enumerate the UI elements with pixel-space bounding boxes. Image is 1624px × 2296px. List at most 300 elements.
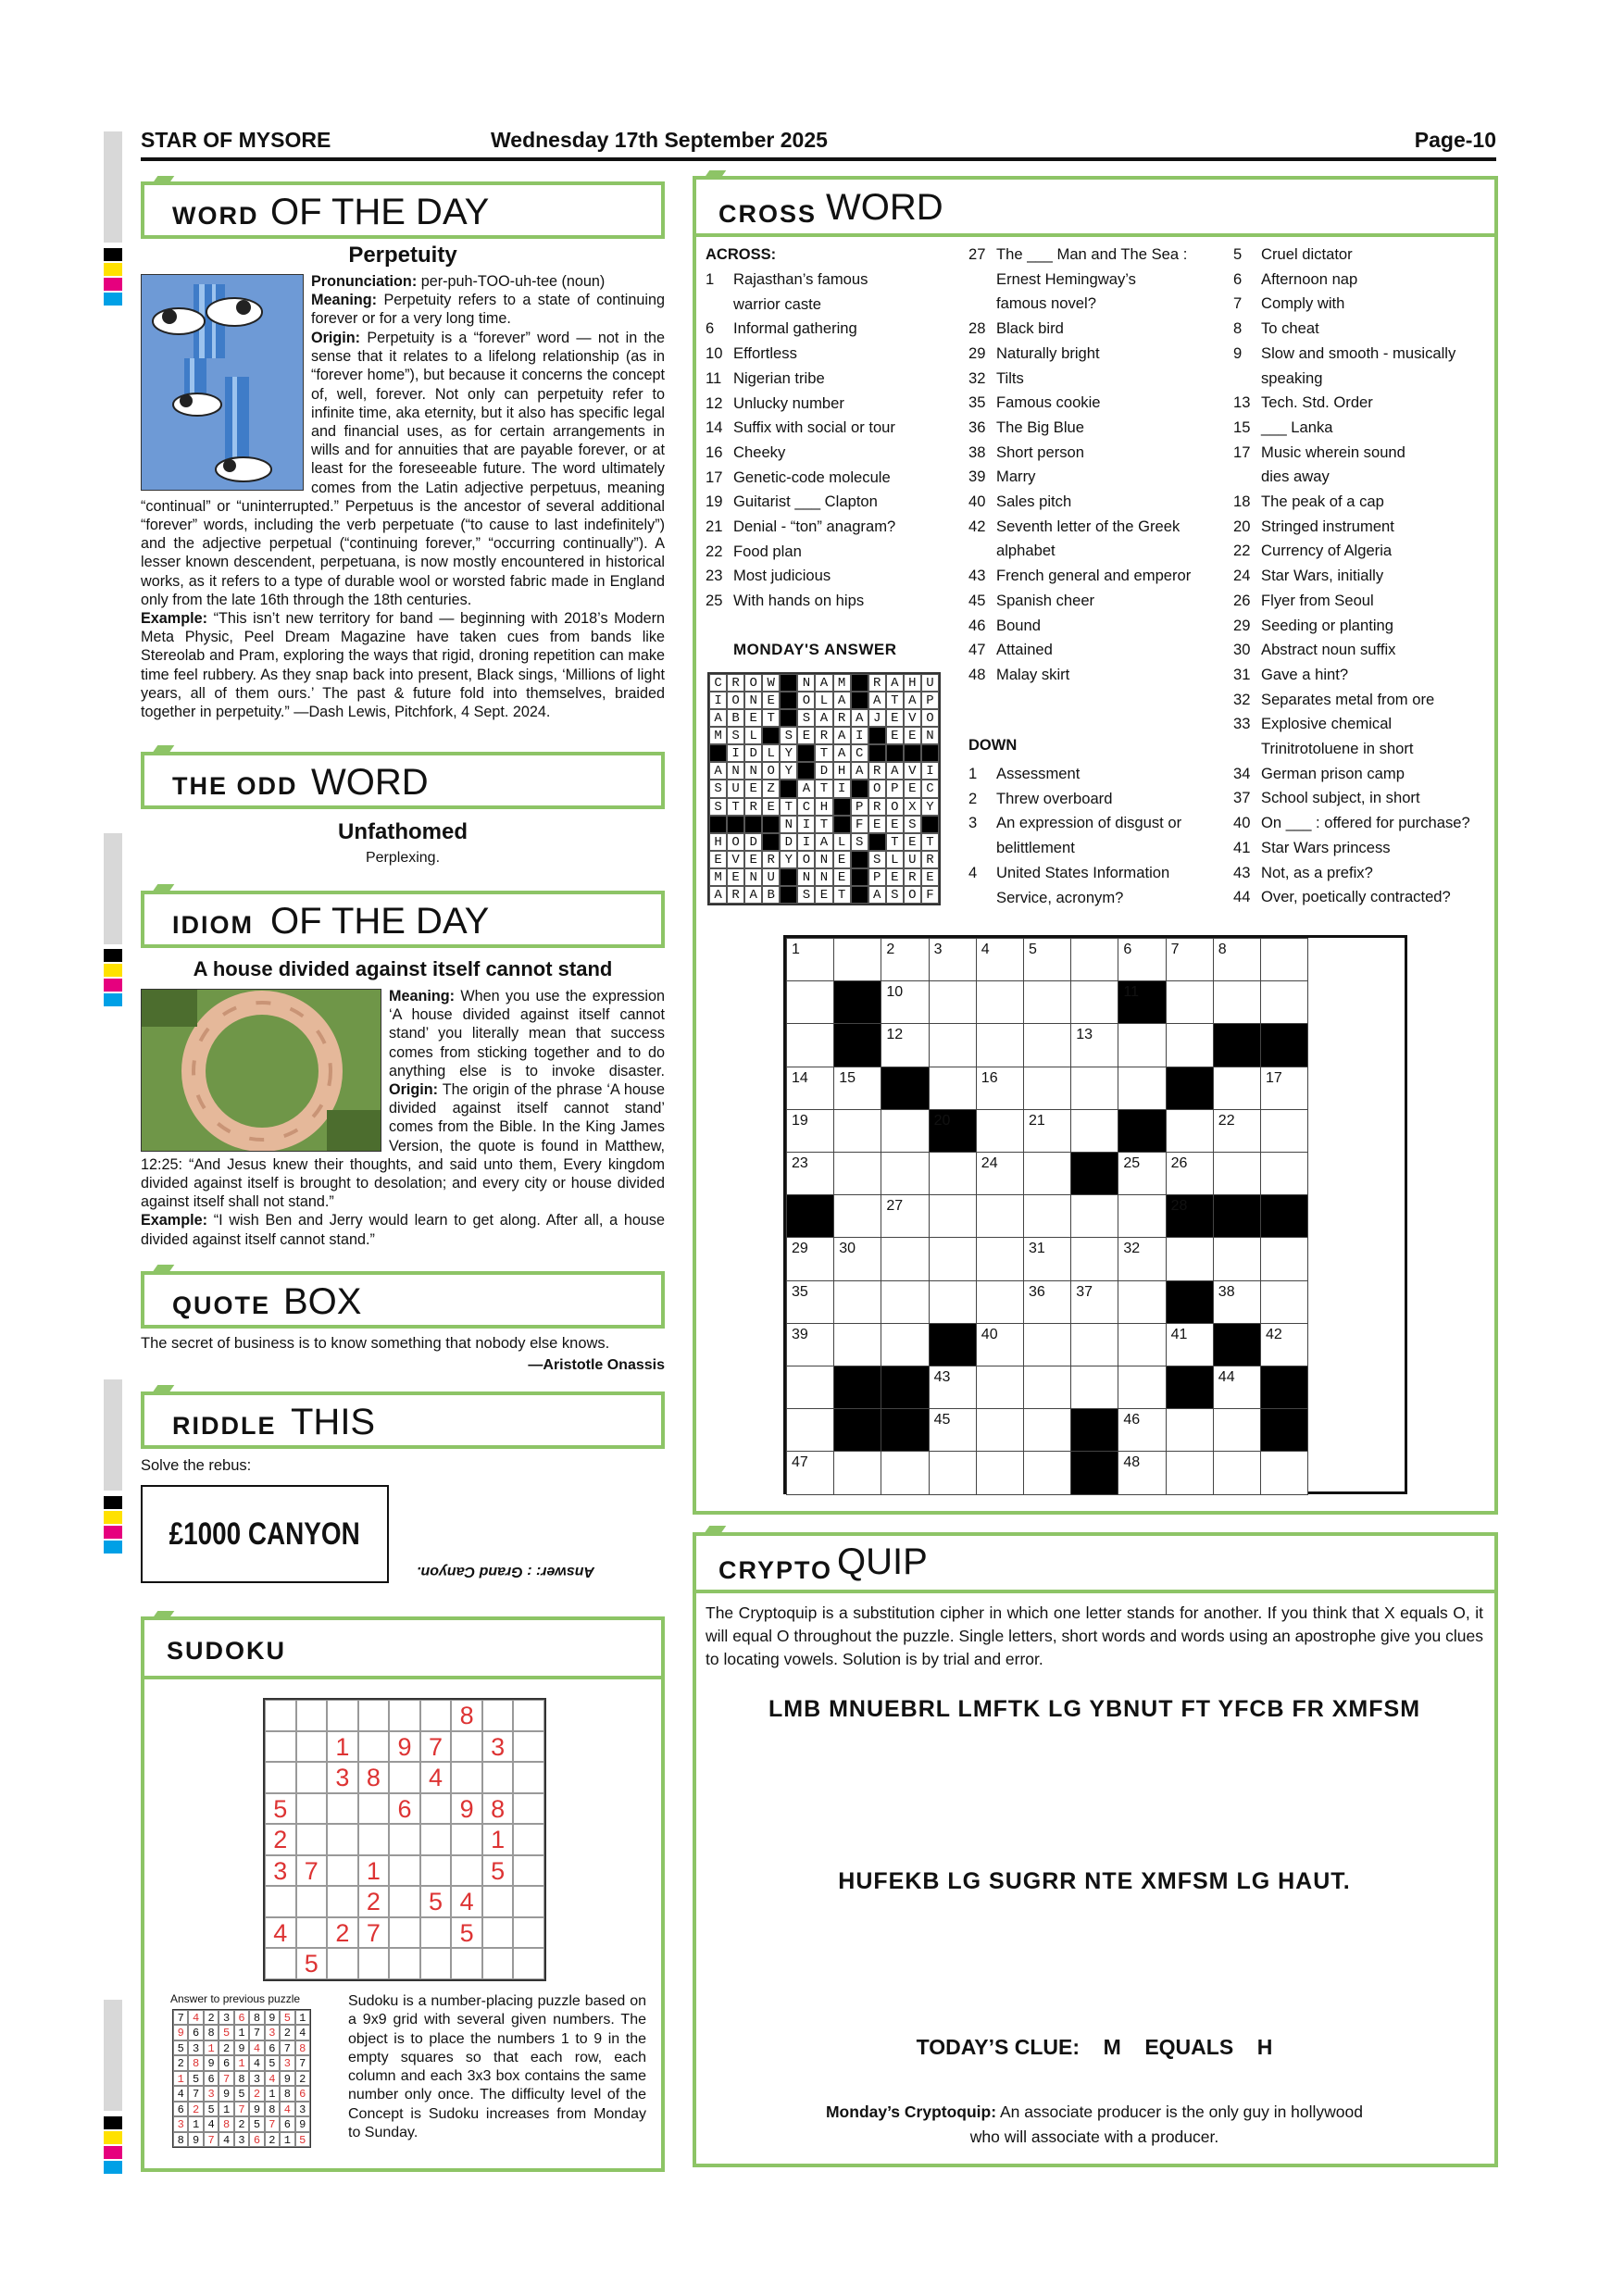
sudoku-cell[interactable]	[296, 1917, 328, 1949]
sudoku-cell[interactable]: 9	[389, 1731, 420, 1763]
clue-number: 13	[1233, 393, 1251, 412]
sudoku-cell[interactable]: 9	[451, 1793, 482, 1825]
black-square	[780, 886, 797, 904]
sudoku-cell[interactable]	[296, 1700, 328, 1731]
crossword-cell[interactable]	[1166, 1237, 1214, 1280]
sudoku-cell[interactable]	[327, 1886, 358, 1917]
sudoku-cell[interactable]	[482, 1917, 514, 1949]
crossword-cell[interactable]	[881, 1323, 929, 1366]
crossword-grid[interactable]	[783, 935, 1407, 1494]
crossword-cell[interactable]	[833, 1067, 881, 1110]
clue-text: Nigerian tribe	[733, 368, 825, 387]
paper-name: STAR OF MYSORE	[141, 128, 331, 152]
sudoku-cell[interactable]: 1	[358, 1855, 390, 1887]
sudoku-cell[interactable]: 4	[265, 1917, 296, 1949]
crossword-cell[interactable]	[786, 938, 834, 981]
crossword-cell[interactable]	[833, 1152, 881, 1195]
clue	[1233, 317, 1470, 342]
answer-letter: E	[886, 727, 904, 744]
crossword-cell[interactable]	[929, 1152, 977, 1195]
sudoku-cell[interactable]	[296, 1824, 328, 1855]
sudoku-cell[interactable]: 5	[482, 1855, 514, 1887]
answer-letter: E	[797, 727, 815, 744]
sudoku-cell[interactable]: 7	[358, 1917, 390, 1949]
crossword-cell[interactable]	[1260, 1067, 1308, 1110]
sudoku-answer-cell: 8	[204, 2025, 219, 2040]
crossword-cell[interactable]	[1070, 1194, 1118, 1238]
crossword-cell[interactable]	[1260, 938, 1308, 981]
mondays-answer-grid	[707, 672, 941, 905]
answer-letter: R	[833, 709, 851, 727]
crossword-cell[interactable]	[929, 980, 977, 1024]
clue	[968, 811, 1181, 836]
sudoku-cell[interactable]	[389, 1886, 420, 1917]
sudoku-answer-cell: 5	[219, 2025, 233, 2040]
crossword-cell[interactable]	[976, 1408, 1024, 1452]
sudoku-cell[interactable]	[513, 1917, 544, 1949]
crossword-cell[interactable]	[1118, 1280, 1166, 1324]
crossword-cell[interactable]	[786, 1408, 834, 1452]
clue	[1233, 490, 1470, 515]
clue-number: 35	[968, 393, 986, 412]
crossword-cell[interactable]	[1213, 1408, 1261, 1452]
crossword-cell[interactable]	[1118, 938, 1166, 981]
crossword-cell[interactable]	[1118, 1237, 1166, 1280]
sudoku-cell[interactable]: 3	[327, 1762, 358, 1793]
sudoku-cell[interactable]	[296, 1793, 328, 1825]
crossword-cell[interactable]	[1070, 1023, 1118, 1067]
sudoku-cell[interactable]	[296, 1886, 328, 1917]
sudoku-cell[interactable]: 1	[482, 1824, 514, 1855]
sudoku-cell[interactable]	[513, 1855, 544, 1887]
crossword-cell[interactable]	[1118, 1366, 1166, 1409]
sudoku-cell[interactable]	[327, 1793, 358, 1825]
sudoku-answer-cell: 3	[249, 2071, 264, 2086]
sudoku-cell[interactable]	[296, 1731, 328, 1763]
sudoku-cell[interactable]	[358, 1948, 390, 1979]
crossword-cell[interactable]	[881, 1451, 929, 1494]
answer-letter: T	[921, 833, 939, 851]
sudoku-cell[interactable]: 5	[451, 1917, 482, 1949]
sudoku-answer-cell: 7	[204, 2132, 219, 2147]
crossword-cell[interactable]	[833, 1194, 881, 1238]
clue-text: dies away	[1261, 468, 1330, 486]
clue	[706, 515, 895, 540]
crossword-cell[interactable]	[1070, 1067, 1118, 1110]
black-square	[868, 727, 886, 744]
sudoku-cell[interactable]	[513, 1824, 544, 1855]
answer-letter: A	[744, 886, 762, 904]
clue-number: 37	[1233, 789, 1251, 807]
clue-number: 43	[1233, 863, 1251, 881]
crossword-cell[interactable]	[1023, 1451, 1071, 1494]
meaning: Perpetuity refers to a state of continuing forever or for a very long time.	[311, 292, 665, 328]
sudoku-cell[interactable]	[327, 1855, 358, 1887]
sudoku-cell[interactable]	[265, 1731, 296, 1763]
crossword-cell[interactable]	[1023, 1194, 1071, 1238]
crossword-cell[interactable]	[1166, 938, 1214, 981]
crossword-cell[interactable]	[833, 1280, 881, 1324]
crossword-cell[interactable]	[976, 1067, 1024, 1110]
crossword-cell[interactable]	[881, 1237, 929, 1280]
sudoku-cell[interactable]	[389, 1917, 420, 1949]
crossword-cell[interactable]	[833, 938, 881, 981]
answer-letter: S	[709, 780, 727, 797]
crossword-cell[interactable]	[929, 1451, 977, 1494]
sudoku-answer-cell: 8	[219, 2116, 233, 2131]
quote-text: The secret of business is to know something that nobody else knows.	[141, 1335, 610, 1352]
crossword-cell[interactable]	[786, 1067, 834, 1110]
crossword-cell[interactable]	[1260, 1109, 1308, 1153]
black-square	[762, 816, 780, 833]
clue	[1233, 539, 1470, 564]
crossword-cell[interactable]	[1260, 1451, 1308, 1494]
crossword-cell[interactable]	[1213, 1366, 1261, 1409]
sudoku-cell[interactable]	[389, 1948, 420, 1979]
sudoku-cell[interactable]	[513, 1793, 544, 1825]
clue	[1233, 367, 1470, 392]
sudoku-cell[interactable]: 1	[327, 1731, 358, 1763]
sudoku-cell[interactable]	[327, 1700, 358, 1731]
crossword-cell[interactable]	[1023, 1323, 1071, 1366]
crossword-cell[interactable]	[929, 1237, 977, 1280]
clue	[968, 861, 1181, 886]
crossword-cell[interactable]	[929, 1280, 977, 1324]
answer-letter: Y	[780, 762, 797, 780]
sudoku-answer-cell: 4	[173, 2086, 188, 2101]
black-square	[727, 816, 744, 833]
sudoku-cell[interactable]: 5	[420, 1886, 452, 1917]
crossword-cell[interactable]	[976, 1152, 1024, 1195]
crossword-cell[interactable]	[1118, 1194, 1166, 1238]
sudoku-cell[interactable]	[358, 1793, 390, 1825]
crossword-cell[interactable]	[1118, 1451, 1166, 1494]
sudoku-cell[interactable]: 4	[451, 1886, 482, 1917]
clue-number: 1	[792, 942, 800, 957]
down-clues-col3	[1233, 243, 1470, 910]
sudoku-cell[interactable]: 8	[482, 1793, 514, 1825]
prev-answer-label: Answer to previous puzzle	[170, 1992, 301, 2005]
answer-letter: E	[744, 780, 762, 797]
crossword-cell[interactable]	[881, 1194, 929, 1238]
crossword-cell[interactable]	[929, 1408, 977, 1452]
sudoku-answer-cell: 2	[265, 2132, 280, 2147]
crossword-cell[interactable]	[1166, 980, 1214, 1024]
crossword-cell[interactable]	[1023, 938, 1071, 981]
section-title: THE ODD	[172, 772, 298, 800]
answer-letter: A	[815, 674, 832, 692]
crossword-cell[interactable]	[976, 1237, 1024, 1280]
sudoku-cell[interactable]	[265, 1700, 296, 1731]
black-square	[709, 744, 727, 762]
crossword-cell[interactable]	[833, 1237, 881, 1280]
crossword-cell[interactable]	[1023, 1067, 1071, 1110]
sudoku-cell[interactable]	[420, 1948, 452, 1979]
crossword-cell[interactable]	[1118, 1067, 1166, 1110]
crossword-cell[interactable]	[1070, 1237, 1118, 1280]
crossword-cell[interactable]	[1260, 980, 1308, 1024]
sudoku-cell[interactable]	[265, 1886, 296, 1917]
crossword-cell[interactable]	[1213, 1280, 1261, 1324]
crossword-cell[interactable]	[1166, 1451, 1214, 1494]
sudoku-cell[interactable]	[358, 1700, 390, 1731]
crossword-cell[interactable]	[881, 1023, 929, 1067]
crossword-cell[interactable]	[881, 1109, 929, 1153]
sudoku-cell[interactable]	[451, 1762, 482, 1793]
crossword-cell[interactable]	[786, 1237, 834, 1280]
sudoku-cell[interactable]	[389, 1762, 420, 1793]
crossword-cell[interactable]	[1070, 1280, 1118, 1324]
sudoku-cell[interactable]: 2	[265, 1824, 296, 1855]
answer-letter: B	[727, 709, 744, 727]
answer-letter: O	[868, 780, 886, 797]
sudoku-cell[interactable]	[265, 1948, 296, 1979]
crossword-cell[interactable]	[1118, 1408, 1166, 1452]
crossword-cell[interactable]	[1070, 1323, 1118, 1366]
crossword-cell[interactable]	[1213, 1067, 1261, 1110]
answer-letter: V	[904, 709, 921, 727]
crossword-cell[interactable]	[976, 1451, 1024, 1494]
answer-letter: J	[868, 709, 886, 727]
crossword-cell[interactable]	[786, 1366, 834, 1409]
answer-letter: D	[780, 833, 797, 851]
crossword-cell[interactable]	[1260, 1152, 1308, 1195]
crossword-cell[interactable]	[881, 938, 929, 981]
black-square	[851, 886, 868, 904]
sudoku-cell[interactable]: 3	[265, 1855, 296, 1887]
crossword-cell[interactable]	[976, 980, 1024, 1024]
section-title: CRYPTO	[718, 1556, 833, 1584]
sudoku-cell[interactable]: 2	[358, 1886, 390, 1917]
sudoku-cell[interactable]: 7	[420, 1731, 452, 1763]
crossword-cell[interactable]	[929, 1023, 977, 1067]
sudoku-cell[interactable]	[420, 1917, 452, 1949]
answer-letter: R	[744, 798, 762, 816]
black-square	[921, 816, 939, 833]
answer-letter: O	[921, 709, 939, 727]
crossword-cell[interactable]	[833, 1451, 881, 1494]
crossword-cell[interactable]	[1070, 980, 1118, 1024]
black-square	[921, 744, 939, 762]
reg-mark	[104, 1511, 122, 1524]
clue-text: Music wherein sound	[1261, 443, 1405, 461]
sudoku-answer-cell: 7	[249, 2025, 264, 2040]
sudoku-answer-cell: 5	[234, 2086, 249, 2101]
crossword-cell[interactable]	[1213, 1237, 1261, 1280]
sudoku-cell[interactable]	[451, 1824, 482, 1855]
crossword-cell[interactable]	[1166, 1323, 1214, 1366]
crossword-cell[interactable]	[929, 1067, 977, 1110]
sudoku-cell[interactable]	[389, 1855, 420, 1887]
sudoku-cell[interactable]	[513, 1948, 544, 1979]
crossword-cell[interactable]	[929, 1194, 977, 1238]
clue-number: 44	[1233, 888, 1251, 906]
answer-letter: E	[833, 851, 851, 868]
sudoku-cell[interactable]	[389, 1700, 420, 1731]
clue-number: 22	[1218, 1112, 1235, 1129]
crossword-cell[interactable]	[1023, 1023, 1071, 1067]
clue-text: Cruel dictator	[1261, 245, 1353, 263]
sudoku-cell[interactable]: 2	[327, 1917, 358, 1949]
sudoku-cell[interactable]	[513, 1731, 544, 1763]
clue-text: Tilts	[996, 368, 1024, 387]
crossword-cell[interactable]	[929, 938, 977, 981]
sudoku-cell[interactable]: 4	[420, 1762, 452, 1793]
sudoku-cell[interactable]	[451, 1855, 482, 1887]
clue-text: Most judicious	[733, 567, 831, 585]
crossword-cell[interactable]	[1260, 1280, 1308, 1324]
sudoku-cell[interactable]	[482, 1886, 514, 1917]
crossword-cell[interactable]	[1260, 1237, 1308, 1280]
crossword-cell[interactable]	[1070, 1109, 1118, 1153]
crossword-cell[interactable]	[786, 1280, 834, 1324]
sudoku-cell[interactable]	[451, 1948, 482, 1979]
label: Monday’s Cryptoquip:	[825, 2103, 997, 2121]
sudoku-cell[interactable]	[420, 1855, 452, 1887]
crossword-cell[interactable]	[976, 1109, 1024, 1153]
crossword-cell[interactable]	[786, 1451, 834, 1494]
sudoku-cell[interactable]	[451, 1731, 482, 1763]
crossword-cell[interactable]	[1213, 1152, 1261, 1195]
crossword-cell[interactable]	[1023, 1366, 1071, 1409]
margin-bar	[104, 1379, 122, 1491]
answer-letter: N	[815, 851, 832, 868]
clue-text: Threw overboard	[996, 789, 1113, 807]
crossword-cell[interactable]	[881, 980, 929, 1024]
clue-text: belittlement	[996, 839, 1075, 857]
sudoku-cell[interactable]	[358, 1824, 390, 1855]
sudoku-cell[interactable]: 8	[451, 1700, 482, 1731]
crossword-cell[interactable]	[881, 1152, 929, 1195]
clue-text: Naturally bright	[996, 343, 1100, 362]
sudoku-cell[interactable]: 7	[296, 1855, 328, 1887]
sudoku-cell[interactable]	[513, 1886, 544, 1917]
sudoku-answer-cell: 7	[234, 2102, 249, 2116]
crossword-cell[interactable]	[833, 1323, 881, 1366]
clue-number: 45	[968, 591, 986, 609]
sudoku-cell[interactable]: 6	[389, 1793, 420, 1825]
sudoku-cell[interactable]: 5	[296, 1948, 328, 1979]
crossword-cell[interactable]	[1023, 980, 1071, 1024]
clue-number: 5	[1029, 942, 1037, 957]
reg-mark	[104, 293, 122, 306]
sudoku-cell[interactable]	[358, 1731, 390, 1763]
crossword-cell[interactable]	[1213, 1109, 1261, 1153]
crossword-cell[interactable]	[1023, 1109, 1071, 1153]
black-square	[868, 744, 886, 762]
sudoku-grid[interactable]	[263, 1698, 546, 1981]
clue-text: School subject, in short	[1261, 789, 1420, 807]
sudoku-cell[interactable]	[420, 1700, 452, 1731]
crossword-cell[interactable]	[976, 938, 1024, 981]
crossword-cell[interactable]	[1118, 1023, 1166, 1067]
clue	[1233, 416, 1470, 441]
sudoku-cell[interactable]	[513, 1762, 544, 1793]
crossword-cell[interactable]	[929, 1366, 977, 1409]
clue-text: United States Information	[996, 863, 1170, 881]
crossword-cell[interactable]	[1118, 1323, 1166, 1366]
label: Meaning:	[389, 988, 456, 1004]
crossword-cell[interactable]	[1213, 938, 1261, 981]
clue	[968, 391, 1191, 416]
sudoku-cell[interactable]	[482, 1762, 514, 1793]
clue-number: 42	[1266, 1326, 1282, 1342]
sudoku-cell[interactable]	[482, 1948, 514, 1979]
clue	[706, 466, 895, 491]
sudoku-cell[interactable]	[482, 1700, 514, 1731]
clue-text: Attained	[996, 641, 1053, 659]
crossword-cell[interactable]	[1070, 1366, 1118, 1409]
clue-text: Suffix with social or tour	[733, 418, 895, 437]
clue	[1233, 737, 1470, 762]
crossword-cell[interactable]	[976, 1023, 1024, 1067]
sudoku-cell[interactable]: 8	[358, 1762, 390, 1793]
crossword-cell[interactable]	[833, 1109, 881, 1153]
sudoku-cell[interactable]: 3	[482, 1731, 514, 1763]
sudoku-cell[interactable]	[327, 1948, 358, 1979]
crossword-cell[interactable]	[1118, 1152, 1166, 1195]
crossword-cell[interactable]	[786, 1152, 834, 1195]
black-square	[833, 1408, 881, 1452]
clue-text: Stringed instrument	[1261, 517, 1394, 535]
crossword-cell[interactable]	[1023, 1408, 1071, 1452]
sudoku-cell[interactable]	[513, 1700, 544, 1731]
clue-number: 14	[792, 1069, 808, 1086]
section-title-2: WORD	[311, 762, 429, 803]
answer-letter: S	[709, 798, 727, 816]
crossword-cell[interactable]	[786, 1323, 834, 1366]
clue-text: The ___ Man and The Sea :	[996, 245, 1188, 263]
crossword-cell[interactable]	[976, 1280, 1024, 1324]
sudoku-cell[interactable]	[296, 1762, 328, 1793]
crossword-cell[interactable]	[976, 1323, 1024, 1366]
crossword-cell[interactable]	[1260, 1323, 1308, 1366]
crossword-cell[interactable]	[1070, 938, 1118, 981]
crossword-cell[interactable]	[1023, 1280, 1071, 1324]
clue	[1233, 762, 1470, 787]
crossword-cell[interactable]	[786, 1023, 834, 1067]
crossword-cell[interactable]	[1023, 1237, 1071, 1280]
crossword-cell[interactable]	[881, 1280, 929, 1324]
crossword-cell[interactable]	[1166, 1408, 1214, 1452]
cryptoquip-line-1: LMB MNUEBRL LMFTK LG YBNUT FT YFCB FR XMFSM	[768, 1696, 1421, 1722]
crossword-cell[interactable]	[1166, 1023, 1214, 1067]
sudoku-cell[interactable]	[420, 1824, 452, 1855]
answer-letter: P	[921, 692, 939, 709]
crossword-cell[interactable]	[976, 1194, 1024, 1238]
crossword-cell[interactable]	[1213, 1451, 1261, 1494]
sudoku-answer-cell: 6	[204, 2071, 219, 2086]
clue	[1233, 441, 1470, 466]
sudoku-cell[interactable]	[265, 1762, 296, 1793]
crossword-cell[interactable]	[976, 1366, 1024, 1409]
sudoku-cell[interactable]	[420, 1793, 452, 1825]
crossword-cell[interactable]	[1023, 1152, 1071, 1195]
crossword-cell[interactable]	[1166, 1152, 1214, 1195]
clue-text: Seeding or planting	[1261, 616, 1393, 634]
clue-number: 23	[792, 1155, 808, 1171]
sudoku-cell[interactable]	[327, 1824, 358, 1855]
black-square	[1118, 1109, 1166, 1153]
crossword-cell[interactable]	[786, 1109, 834, 1153]
sudoku-cell[interactable]	[389, 1824, 420, 1855]
crossword-cell[interactable]	[786, 980, 834, 1024]
sudoku-cell[interactable]: 5	[265, 1793, 296, 1825]
clue-number: 14	[706, 418, 723, 437]
sudoku-answer-cell: 9	[280, 2071, 294, 2086]
crossword-cell[interactable]	[1166, 1109, 1214, 1153]
crossword-cell[interactable]	[1213, 980, 1261, 1024]
